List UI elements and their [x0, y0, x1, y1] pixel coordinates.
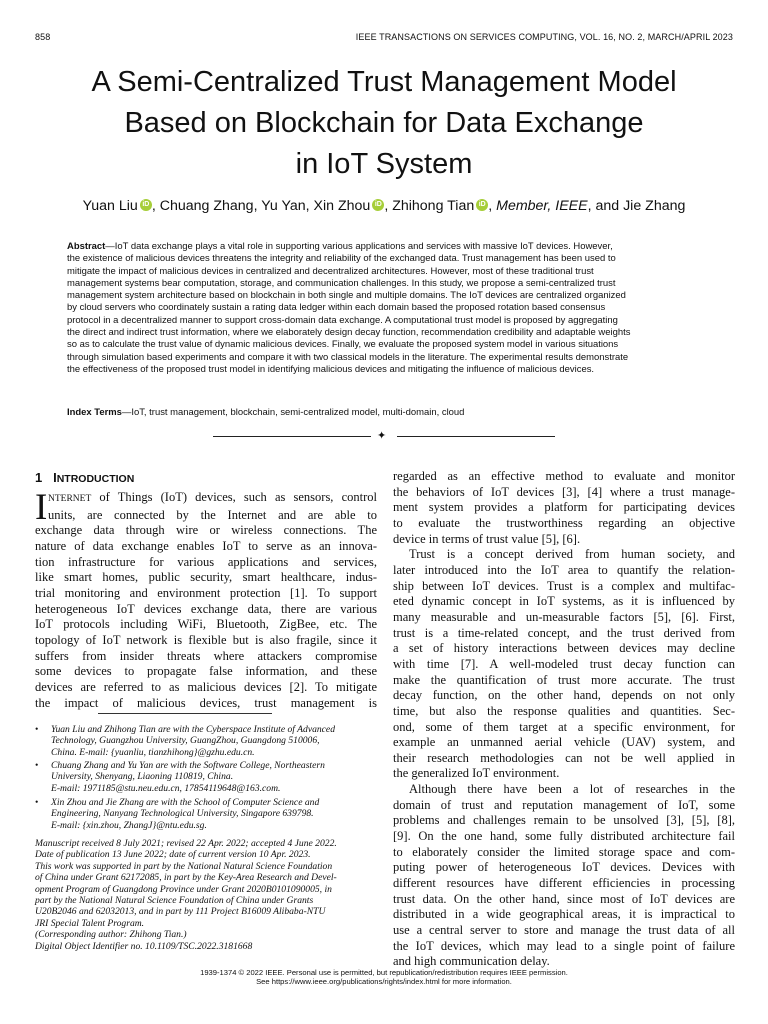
body-line: eted dynamic concept in IoT systems, as it is influenced by — [393, 594, 735, 609]
paper-title — [40, 62, 728, 185]
body-line: devices are referred to as malicious devices [2]. To mitigate — [35, 679, 377, 694]
index-terms-text: —IoT, trust management, blockchain, semi-centralized model, multi-domain, cloud — [121, 407, 465, 418]
footnote-line: Technology, Guangzhou University, GuangZhou, Guangdong 510006, — [51, 735, 320, 747]
abstract-line: the effectiveness of the proposed trust model in identifying malicious devices and mitigating the influence of malicious devices. — [67, 363, 595, 375]
body-line: ment system provides a platform for participating devices — [393, 500, 735, 515]
footnote-line: E-mail: {xin.zhou, ZhangJ}@ntu.edu.sg. — [51, 819, 207, 831]
index-terms-label: Index Terms — [67, 407, 122, 418]
bullet: • — [35, 724, 39, 735]
footnote-line: of China under Grant 62172085, in part by the Key-Area Research and Devel- — [35, 872, 337, 884]
section-heading — [35, 470, 134, 485]
body-line: with time [7]. A well-modeled trust decay function can — [393, 656, 735, 671]
body-line: suffers from insider threats where attackers compromise — [35, 648, 377, 663]
footnote-line: part by the National Natural Science Foundation of China under Grants — [35, 895, 314, 907]
abstract-label: Abstract — [67, 241, 106, 252]
running-header — [35, 32, 733, 46]
footnote-line: (Corresponding author: Zhihong Tian.) — [35, 929, 187, 941]
footnote-line: Chuang Zhang and Yu Yan are with the Software College, Northeastern — [51, 760, 325, 771]
section-title-initial: I — [53, 470, 57, 485]
index-terms — [67, 407, 701, 418]
body-line: distributed in a wide geographical areas, it is impractical to — [393, 907, 735, 922]
footnote-line: U20B2046 and 62032013, and in part by 111 Project B16009 Alibaba-NTU — [35, 906, 326, 918]
body-line: the behaviors of IoT devices [3], [4] where a trust manage- — [393, 484, 735, 499]
body-line: time, but also the response qualities and quantities. Sec- — [393, 703, 735, 718]
author-name: , Chuang Zhang, Yu Yan, Xin Zhou — [151, 198, 371, 214]
body-line: domain of trust and reputation management of IoT, some — [393, 797, 735, 812]
left-column-body — [35, 487, 377, 711]
body-text: of Things (IoT) devices, such as sensors, control — [91, 490, 377, 504]
drop-cap: I — [35, 487, 48, 528]
footnote-line: JRI Special Talent Program. — [35, 917, 145, 929]
manuscript-footnote — [35, 838, 377, 952]
abstract-line: the existence of malicious devices threatens the integrity and reliability of the exchanged data. Trust management has been used to — [67, 253, 616, 265]
body-line: make the quantification of trust more accurate. The trust — [393, 672, 735, 687]
rights-link-line[interactable]: See https://www.ieee.org/publications/rights/index.html for more information. — [256, 977, 512, 986]
body-line: trust data. On the other hand, since most of IoT devices are — [393, 891, 735, 906]
footnote-line: Yuan Liu and Zhihong Tian are with the Cyberspace Institute of Advanced — [51, 724, 335, 735]
footnote-line: This work was supported in part by the National Natural Science Foundation — [35, 860, 333, 872]
affiliation-footnote — [35, 760, 377, 794]
body-line: ship between IoT devices. Trust is a complex and multifac- — [393, 578, 735, 593]
footnote-rule — [98, 713, 272, 714]
body-line: many measurable and un-measurable factors [5], [6]. First, — [393, 609, 735, 624]
title-line: in IoT System — [295, 148, 473, 180]
footnote-line: China. E-mail: {yuanliu, tianzhihong}@gzhu.edu.cn. — [51, 746, 255, 758]
page-number: 858 — [35, 32, 51, 42]
author-membership: Member, IEEE — [496, 198, 588, 214]
section-title-rest: NTRODUCTION — [56, 473, 135, 485]
body-line: some devices to propagate false information, and these — [35, 664, 377, 679]
abstract-line: management system architecture based on blockchain in both single and multiple domains. The IoT devices are centralized organized — [67, 290, 626, 302]
section-number: 1 — [35, 470, 43, 485]
affiliation-footnote — [35, 724, 377, 758]
body-line: the generalized IoT environment. — [393, 766, 560, 781]
abstract-line — [67, 241, 701, 253]
author-name: , and Jie Zhang — [587, 198, 686, 214]
body-line: their research methodologies can not be well applied in — [393, 750, 735, 765]
body-line: exchange data through wire or wireless connections. The — [35, 523, 377, 538]
body-line: like smart homes, public security, smart healthcare, indus- — [35, 570, 377, 585]
journal-citation: IEEE TRANSACTIONS ON SERVICES COMPUTING, VOL. 16, NO. 2, MARCH/APRIL 2023 — [355, 32, 733, 42]
footnote-line: Date of publication 13 June 2022; date of current version 10 Apr. 2023. — [35, 849, 311, 861]
body-line: problems and challenges remain to be unsolved [3], [5], [8], — [393, 813, 735, 828]
body-line: regarded as an effective method to evaluate and monitor — [393, 469, 735, 483]
body-line: to evaluate the trustworthiness regarding an objective — [393, 515, 735, 530]
body-line: different resources have different efficiencies in processing — [393, 876, 735, 891]
copyright-line: 1939-1374 © 2022 IEEE. Personal use is permitted, but republication/redistribution requires IEEE permission. — [200, 968, 568, 977]
abstract-line: the direct and indirect trust information, where we elaborately design decay function, recommendation credibility and adaptable weights — [67, 327, 631, 339]
title-line: Based on Blockchain for Data Exchange — [124, 107, 644, 139]
doi-line: Digital Object Identifier no. 10.1109/TSC.2022.3181668 — [35, 940, 253, 952]
body-line: puting power of heterogeneous IoT devices. Devices with — [393, 860, 735, 875]
body-line: use a central server to store and manage the trust data of all — [393, 923, 735, 938]
body-line: ond, some of them target at a specific environment, for — [393, 719, 735, 734]
footnote-line: E-mail: 1971185@stu.neu.edu.cn, 17854119648@163.com. — [51, 782, 281, 794]
abstract-line: protocol in a decentralized manner to support cross-domain data exchange. A computational trust model is proposed by aggregating — [67, 314, 618, 326]
body-line: and high communication delay. — [393, 954, 550, 969]
body-line: decay function, on the other hand, depends on not only — [393, 688, 735, 703]
body-line: topology of IoT network is flexible but is also fragile, since it — [35, 632, 377, 647]
body-line: nature of data exchange enables IoT to serve as an innova- — [35, 538, 377, 553]
author-separator: , — [488, 198, 497, 214]
orcid-icon[interactable]: iD — [476, 199, 488, 211]
affiliation-footnote — [35, 797, 377, 831]
separator-rule — [213, 436, 371, 437]
body-line: the impact of malicious devices, trust management is — [35, 695, 377, 710]
abstract-text: —IoT data exchange plays a vital role in supporting various applications and services with massive IoT devices. However, — [105, 241, 613, 252]
body-line: heterogeneous IoT devices exchange data, there are various — [35, 601, 377, 616]
first-word-smallcaps: NTERNET — [48, 494, 92, 504]
body-line: later introduced into the IoT area to quantify the relation- — [393, 562, 735, 577]
body-line: device in terms of trust value [5], [6]. — [393, 531, 581, 546]
body-line: Trust is a concept derived from human society, and — [409, 547, 735, 562]
footnote-line: opment Program of Guangdong Province under Grant 2020B0101090005, in — [35, 883, 332, 895]
abstract-line: mitigate the impact of malicious devices in centralized and decentralized architectures. However, most of these traditional trust — [67, 265, 594, 277]
abstract-line: so as to calculate the trust value of dynamic malicious devices. Finally, we evaluate the proposed system model in various situations — [67, 339, 619, 351]
abstract — [67, 241, 701, 376]
body-line: the IoT devices, which may lead to a single point of failure — [393, 938, 735, 953]
bullet: • — [35, 797, 39, 808]
body-line: Although there have been a lot of researches in the — [409, 782, 735, 797]
author-name: , Zhihong Tian — [384, 198, 475, 214]
section-separator — [213, 430, 555, 442]
body-line: trust is a time-related concept, and the trust derived from — [393, 625, 735, 640]
title-line: A Semi-Centralized Trust Management Model — [91, 66, 677, 98]
abstract-line: management systems bear computation, storage, and communication challenges. In this study, we propose a semi-centralized trust — [67, 277, 616, 289]
abstract-line: through simulation based experiments and compare it with two classical models in the literature. The experimental results demonstrate — [67, 351, 629, 363]
author-list — [30, 198, 738, 214]
abstract-line: by cloud servers who coordinately sustain a rating data ledger within each domain based the proposed rotation based consensus — [67, 302, 606, 314]
bullet: • — [35, 760, 39, 771]
footnote-line: Manuscript received 8 July 2021; revised 22 Apr. 2022; accepted 4 June 2022. — [35, 838, 337, 849]
footnote-line: University, Shenyang, Liaoning 110819, China. — [51, 771, 234, 783]
body-line: trial monitoring and environment protection [1]. To support — [35, 585, 377, 600]
body-line: a set of history interactions between devices may decline — [393, 641, 735, 656]
orcid-icon[interactable]: iD — [372, 199, 384, 211]
diamond-icon: ✦ — [377, 430, 387, 442]
body-line: IoT protocols including WiFi, Bluetooth, ZigBee, etc. The — [35, 617, 377, 632]
body-line: [9]. On the one hand, some fully distributed architecture fail — [393, 829, 735, 844]
footnote-line: Xin Zhou and Jie Zhang are with the School of Computer Science and — [51, 797, 320, 808]
separator-rule — [397, 436, 555, 437]
orcid-icon[interactable]: iD — [140, 199, 152, 211]
copyright-footer — [0, 968, 768, 986]
author-name: Yuan Liu — [82, 198, 138, 214]
right-column-body — [393, 469, 735, 970]
body-line: example an unmanned aerial vehicle (UAV) system, and — [393, 735, 735, 750]
body-line — [35, 490, 377, 508]
body-line: to elaborately consider the limited storage space and com- — [393, 844, 735, 859]
body-line: tion infrastructure for various applications and services, — [35, 554, 377, 569]
body-line: units, are connected by the Internet and are able to — [48, 507, 377, 522]
footnote-line: Engineering, Nanyang Technological University, Singapore 639798. — [51, 808, 314, 820]
